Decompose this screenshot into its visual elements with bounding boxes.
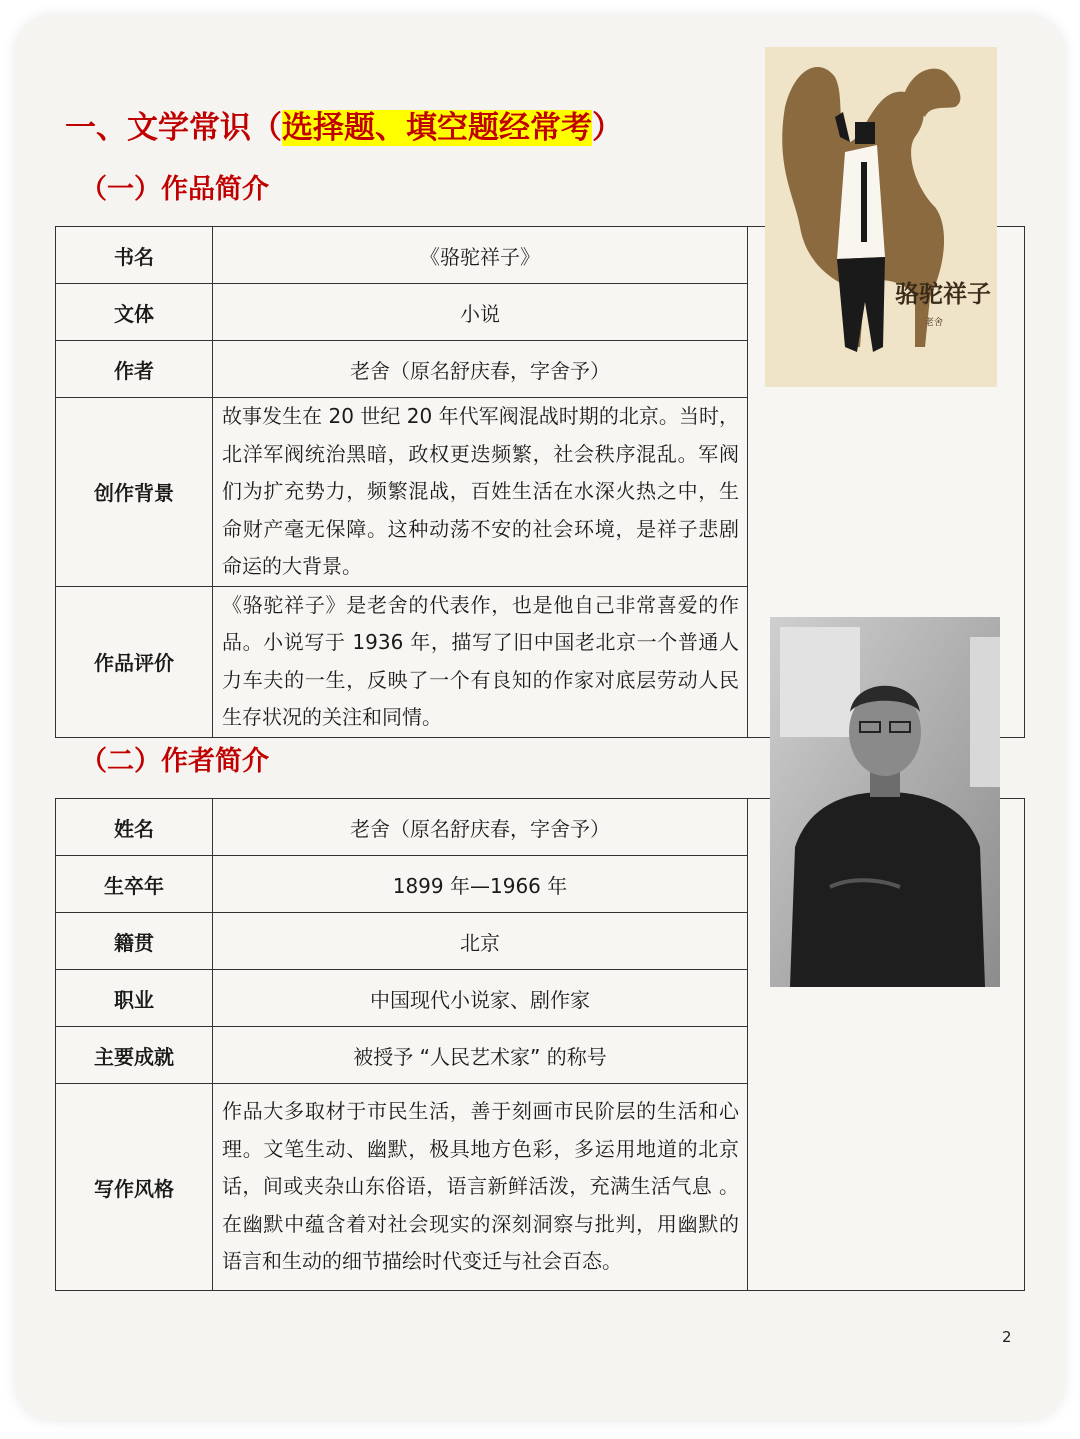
row-value: 1899 年—1966 年 — [213, 856, 748, 913]
table-row — [56, 799, 1025, 856]
row-label: 姓名 — [56, 799, 213, 856]
portrait-cell — [748, 799, 1025, 1291]
heading-prefix: 一、文学常识（ — [65, 110, 282, 146]
page-number: 2 — [1002, 1328, 1012, 1346]
row-value: 被授予 “人民艺术家” 的称号 — [213, 1027, 748, 1084]
row-label: 文体 — [56, 284, 213, 341]
cover-title-text: 骆驼祥子 — [895, 279, 991, 308]
row-label: 书名 — [56, 227, 213, 284]
row-label: 作品评价 — [56, 586, 213, 737]
cover-author-text: 老舍 — [925, 318, 944, 328]
row-label: 主要成就 — [56, 1027, 213, 1084]
row-value: 《骆驼祥子》 — [213, 227, 748, 284]
row-label: 职业 — [56, 970, 213, 1027]
row-value: 老舍（原名舒庆春，字舍予） — [213, 341, 748, 398]
row-value: 作品大多取材于市民生活，善于刻画市民阶层的生活和心理。文笔生动、幽默，极具地方色彩，多运用地道的北京话，间或夹杂山东俗语，语言新鲜活泼，充满生活气息 。在幽默中蕴含着对社会现实的深刻洞察与批判，用幽默的语言和生动的细节描绘时代变迁与社会百态。 — [213, 1084, 748, 1291]
row-value: 故事发生在 20 世纪 20 年代军阀混战时期的北京。当时，北洋军阀统治黑暗，政权更迭频繁，社会秩序混乱。军阀们为扩充势力，频繁混战，百姓生活在水深火热之中，生命财产毫无保障。这种动荡不安的社会环境，是祥子悲剧命运的大背景。 — [213, 398, 748, 587]
row-label: 籍贯 — [56, 913, 213, 970]
author-section-title: （二）作者简介 — [80, 746, 269, 777]
section-heading — [65, 105, 623, 151]
work-section-title: （一）作品简介 — [80, 174, 269, 205]
row-value: 《骆驼祥子》是老舍的代表作，也是他自己非常喜爱的作品。小说写于 1936 年，描写了旧中国老北京一个普通人力车夫的一生，反映了一个有良知的作家对底层劳动人民生存状况的关注和同情。 — [213, 586, 748, 737]
row-label: 作者 — [56, 341, 213, 398]
author-info-table — [55, 798, 1025, 1291]
row-value: 小说 — [213, 284, 748, 341]
author-portrait-image — [770, 617, 1000, 987]
row-value: 中国现代小说家、剧作家 — [213, 970, 748, 1027]
row-label: 写作风格 — [56, 1084, 213, 1291]
row-label: 生卒年 — [56, 856, 213, 913]
row-label: 创作背景 — [56, 398, 213, 587]
table-row — [56, 227, 1025, 284]
heading-highlight: 选择题、填空题经常考 — [282, 110, 592, 146]
book-cover-image — [765, 47, 997, 387]
heading-suffix: ） — [592, 110, 623, 146]
row-value: 北京 — [213, 913, 748, 970]
row-value: 老舍（原名舒庆春，字舍予） — [213, 799, 748, 856]
